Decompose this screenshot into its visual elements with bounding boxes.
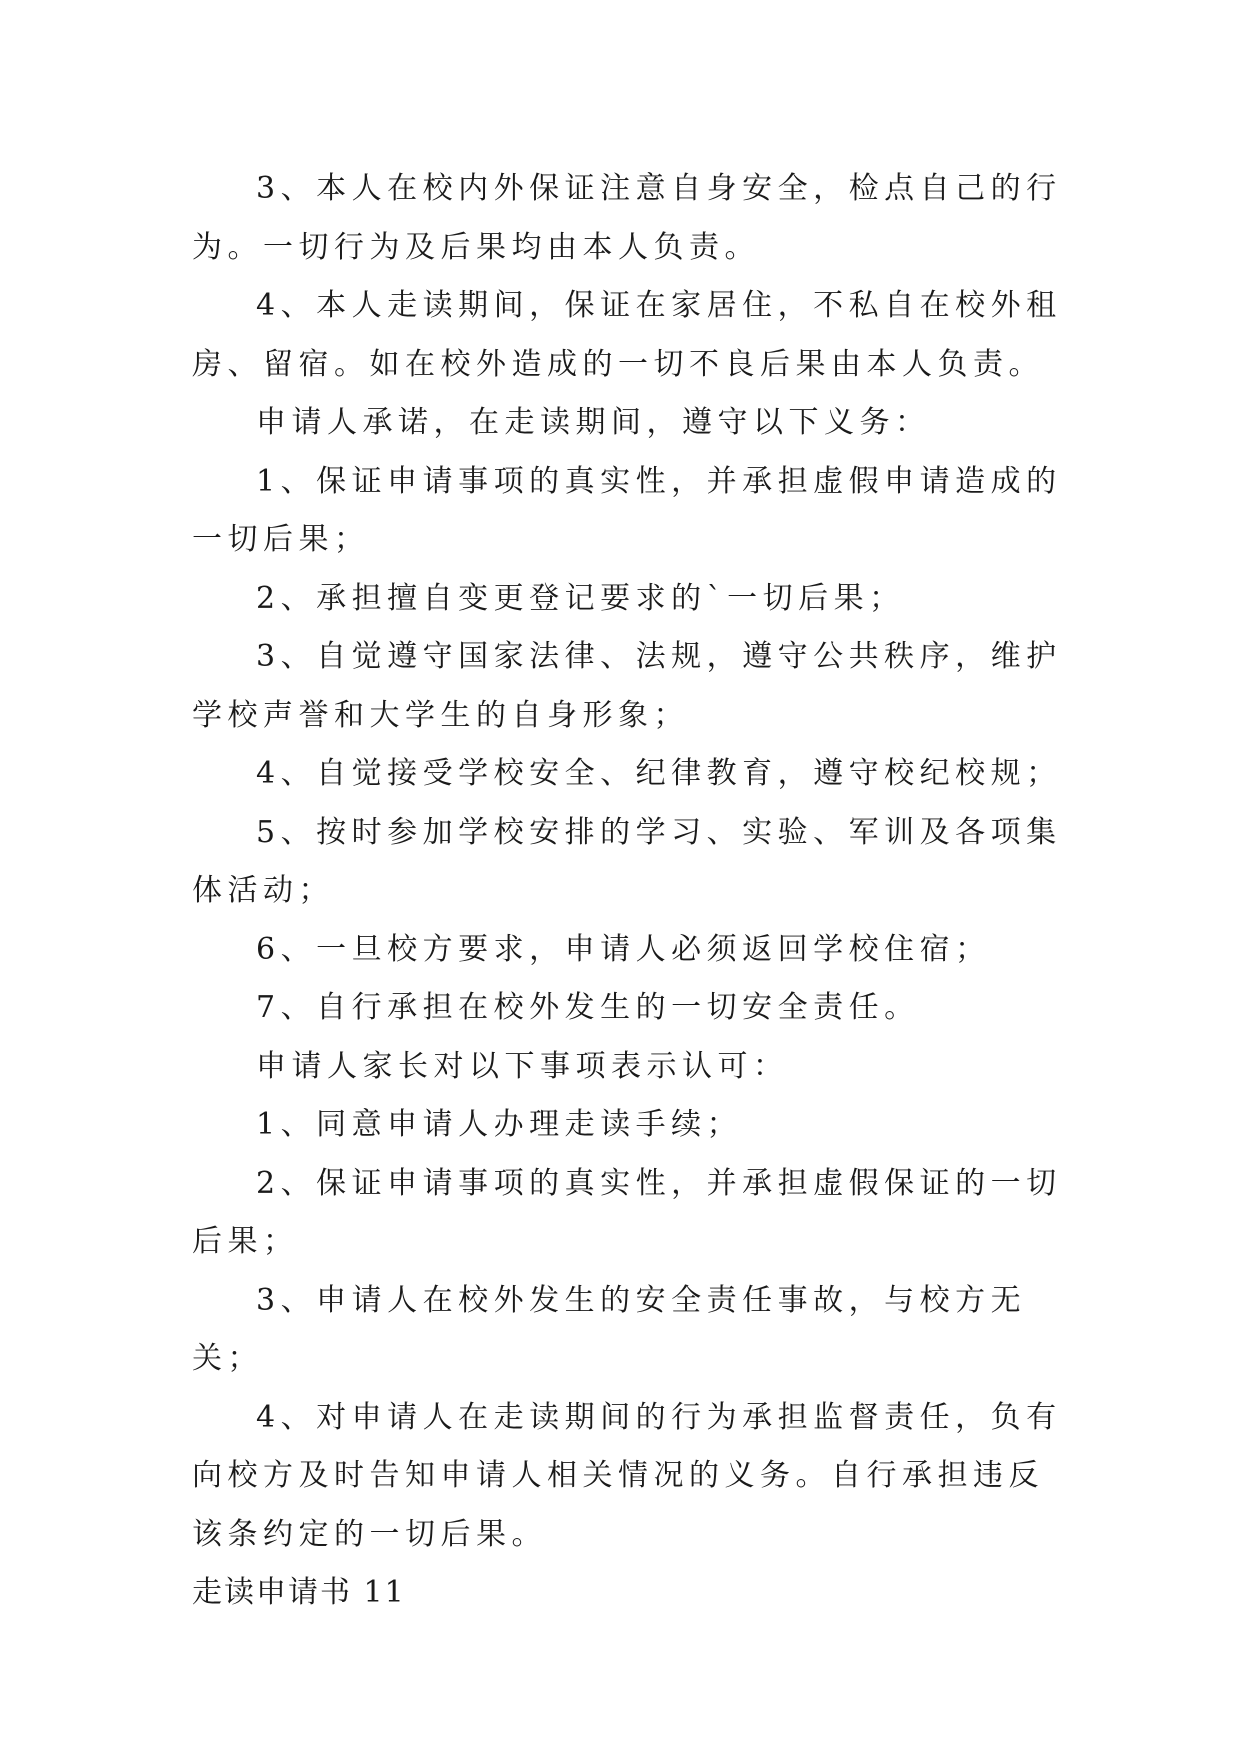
- paragraph-personal-safety: 3、本人在校内外保证注意自身安全，检点自己的行为。一切行为及后果均由本人负责。: [192, 171, 1062, 265]
- paragraph-home-residence: 4、本人走读期间，保证在家居住，不私自在校外租房、留宿。如在校外造成的一切不良后果由本人负责。: [192, 288, 1062, 382]
- paragraph-pledge-3: 3、自觉遵守国家法律、法规，遵守公共秩序，维护学校声誉和大学生的自身形象；: [192, 639, 1062, 733]
- paragraph-parent-2: 2、保证申请事项的真实性，并承担虚假保证的一切后果；: [192, 1165, 1062, 1259]
- paragraph-pledge-2: 2、承担擅自变更登记要求的`一切后果；: [256, 580, 905, 616]
- paragraph-pledge-5: 5、按时参加学校安排的学习、实验、军训及各项集体活动；: [192, 814, 1062, 908]
- paragraph-parent-4: 4、对申请人在走读期间的行为承担监督责任，负有向校方及时告知申请人相关情况的义务。自行承担违反该条约定的一切后果。: [192, 1399, 1062, 1552]
- paragraph-parent-1: 1、同意申请人办理走读手续；: [256, 1107, 743, 1142]
- paragraph-pledge-7: 7、自行承担在校外发生的一切安全责任。: [256, 990, 920, 1025]
- document-body: [192, 160, 1072, 1623]
- paragraph-parent-consent-intro: 申请人家长对以下事项表示认可：: [256, 1048, 789, 1084]
- paragraph-pledge-6: 6、一旦校方要求，申请人必须返回学校住宿；: [256, 931, 991, 967]
- paragraph-parent-3: 3、申请人在校外发生的安全责任事故，与校方无关；: [192, 1282, 1027, 1376]
- section-heading: 走读申请书 11: [192, 1575, 406, 1610]
- paragraph-applicant-pledge-intro: 申请人承诺，在走读期间，遵守以下义务：: [256, 405, 931, 440]
- paragraph-pledge-4: 4、自觉接受学校安全、纪律教育，遵守校纪校规；: [256, 756, 1062, 791]
- paragraph-pledge-1: 1、保证申请事项的真实性，并承担虚假申请造成的一切后果；: [192, 463, 1062, 557]
